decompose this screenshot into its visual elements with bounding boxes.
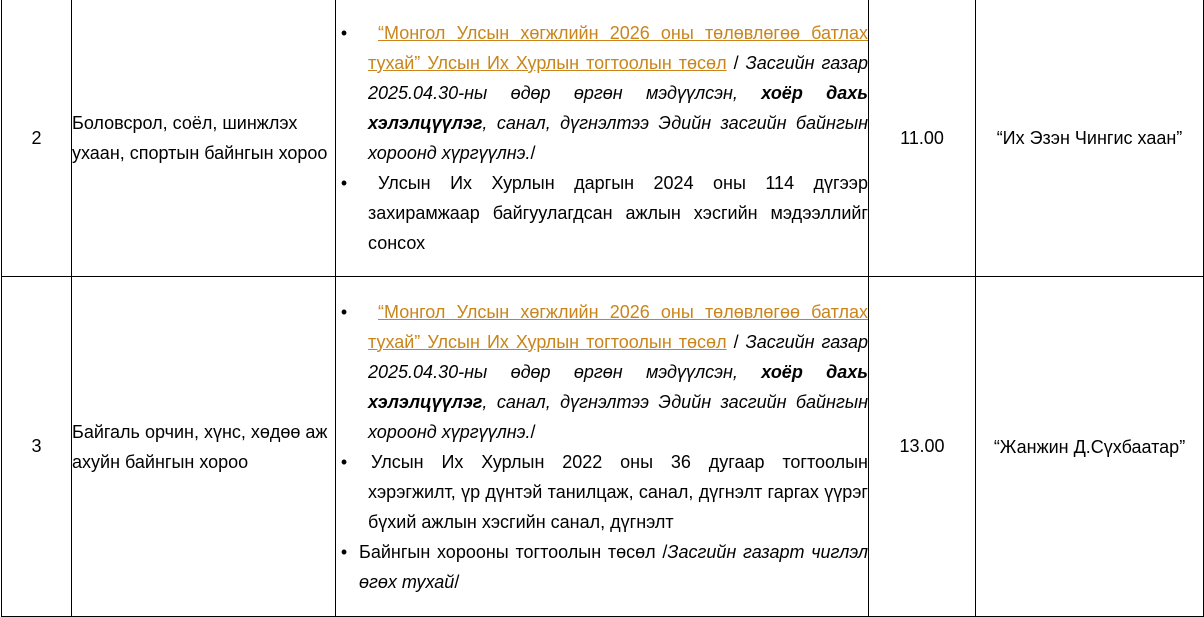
agenda-item-end: / [454, 571, 460, 592]
list-item [336, 537, 868, 597]
bill-link[interactable]: “Монгол Улсын хөгжлийн 2026 оны төлөвлөгөө батлах тухай” Улсын Их Хурлын тогтоолын төсөл [368, 23, 868, 73]
submission-note-end: / [530, 421, 536, 442]
meeting-time: 13.00 [869, 277, 976, 617]
bullet-icon: • [340, 173, 348, 193]
list-item [336, 447, 868, 537]
submission-note-stage: хоёр дахь хэлэлцүүлэг [368, 83, 868, 133]
agenda-items-cell [336, 0, 869, 277]
bill-link[interactable]: “Монгол Улсын хөгжлийн 2026 оны төлөвлөгөө батлах тухай” Улсын Их Хурлын тогтоолын төсөл [368, 301, 868, 352]
submission-note-intro: Засгийн газар 2025.04.30-ны өдөр өргөн мэдүүлсэн, [368, 331, 868, 382]
row-number: 3 [2, 277, 72, 617]
agenda-list [336, 18, 868, 258]
submission-note-end: / [530, 143, 536, 163]
agenda-table [1, 0, 1204, 617]
bullet-icon: • [340, 301, 348, 322]
agenda-item-italic: Засгийн газарт чиглэл өгөх тухай [359, 541, 868, 592]
bullet-icon: • [340, 541, 348, 562]
list-item [336, 297, 868, 447]
agenda-item-text: Улсын Их Хурлын даргын 2024 оны 114 дүгээр захирамжаар байгуулагдсан ажлын хэсгийн мэдээллийг сонсох [368, 173, 868, 253]
submission-note-intro: Засгийн газар 2025.04.30-ны өдөр өргөн мэдүүлсэн, [368, 53, 868, 103]
meeting-room: “Их Эзэн Чингис хаан” [976, 0, 1204, 277]
slash-separator: / [726, 53, 739, 73]
meeting-time: 11.00 [869, 0, 976, 277]
agenda-list [336, 297, 868, 597]
submission-note-stage: хоёр дахь хэлэлцүүлэг [368, 361, 868, 412]
list-item [336, 18, 868, 168]
agenda-items-cell [336, 277, 869, 617]
table-row [2, 0, 1204, 277]
table-row [2, 277, 1204, 617]
agenda-item-text: Байнгын хорооны тогтоолын төсөл / [359, 541, 668, 562]
row-number: 2 [2, 0, 72, 277]
list-item [336, 168, 868, 258]
bullet-icon: • [340, 23, 348, 43]
committee-name: Боловсрол, соёл, шинжлэх ухаан, спортын байнгын хороо [72, 0, 336, 277]
submission-note-rest: , санал, дүгнэлтээ Эдийн засгийн байнгын хороонд хүргүүлнэ. [368, 391, 868, 442]
submission-note-rest: , санал, дүгнэлтээ Эдийн засгийн байнгын хороонд хүргүүлнэ. [368, 113, 868, 163]
meeting-room: “Жанжин Д.Сүхбаатар” [976, 277, 1204, 617]
committee-name: Байгаль орчин, хүнс, хөдөө аж ахуйн байнгын хороо [72, 277, 336, 617]
bullet-icon: • [340, 451, 348, 472]
agenda-item-text: Улсын Их Хурлын 2022 оны 36 дугаар тогтоолын хэрэгжилт, үр дүнтэй танилцаж, санал, дүгнэлт гаргах үүрэг бүхий ажлын хэсгийн санал, дүгнэлт [368, 451, 868, 532]
slash-separator: / [726, 331, 739, 352]
